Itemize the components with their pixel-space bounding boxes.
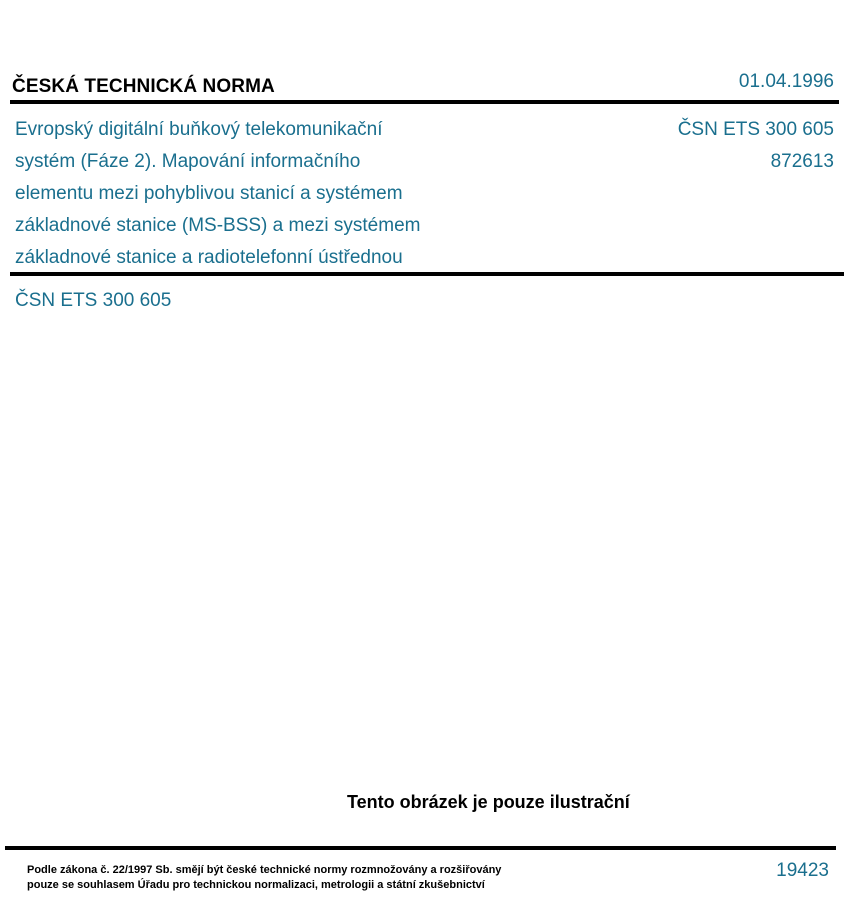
standard-title bbox=[15, 114, 535, 274]
middle-divider bbox=[10, 272, 844, 276]
top-divider bbox=[10, 100, 839, 104]
title-line: základnové stanice (MS-BSS) a mezi systémem bbox=[15, 215, 421, 236]
law-notice bbox=[27, 863, 501, 893]
law-line: pouze se souhlasem Úřadu pro technickou normalizaci, metrologii a státní zkušebnictví bbox=[27, 879, 485, 891]
illustration-note: Tento obrázek je pouze ilustrační bbox=[347, 792, 630, 812]
title-line: elementu mezi pohyblivou stanicí a systémem bbox=[15, 183, 403, 204]
title-line: základnové stanice a radiotelefonní ústřednou bbox=[15, 247, 403, 268]
standard-codes bbox=[678, 114, 834, 178]
issue-date: 01.04.1996 bbox=[738, 71, 834, 92]
norm-label: ČESKÁ TECHNICKÁ NORMA bbox=[12, 76, 275, 97]
standard-code: ČSN ETS 300 605 bbox=[677, 119, 834, 140]
title-line: systém (Fáze 2). Mapování informačního bbox=[15, 151, 361, 172]
document-number: 19423 bbox=[776, 860, 829, 881]
class-number: 872613 bbox=[770, 151, 834, 172]
title-line: Evropský digitální buňkový telekomunikační bbox=[15, 119, 383, 140]
bottom-divider bbox=[5, 846, 836, 850]
law-line: Podle zákona č. 22/1997 Sb. smějí být české technické normy rozmnožovány a rozšiřovány bbox=[27, 864, 502, 876]
standard-code-repeat: ČSN ETS 300 605 bbox=[15, 290, 172, 311]
